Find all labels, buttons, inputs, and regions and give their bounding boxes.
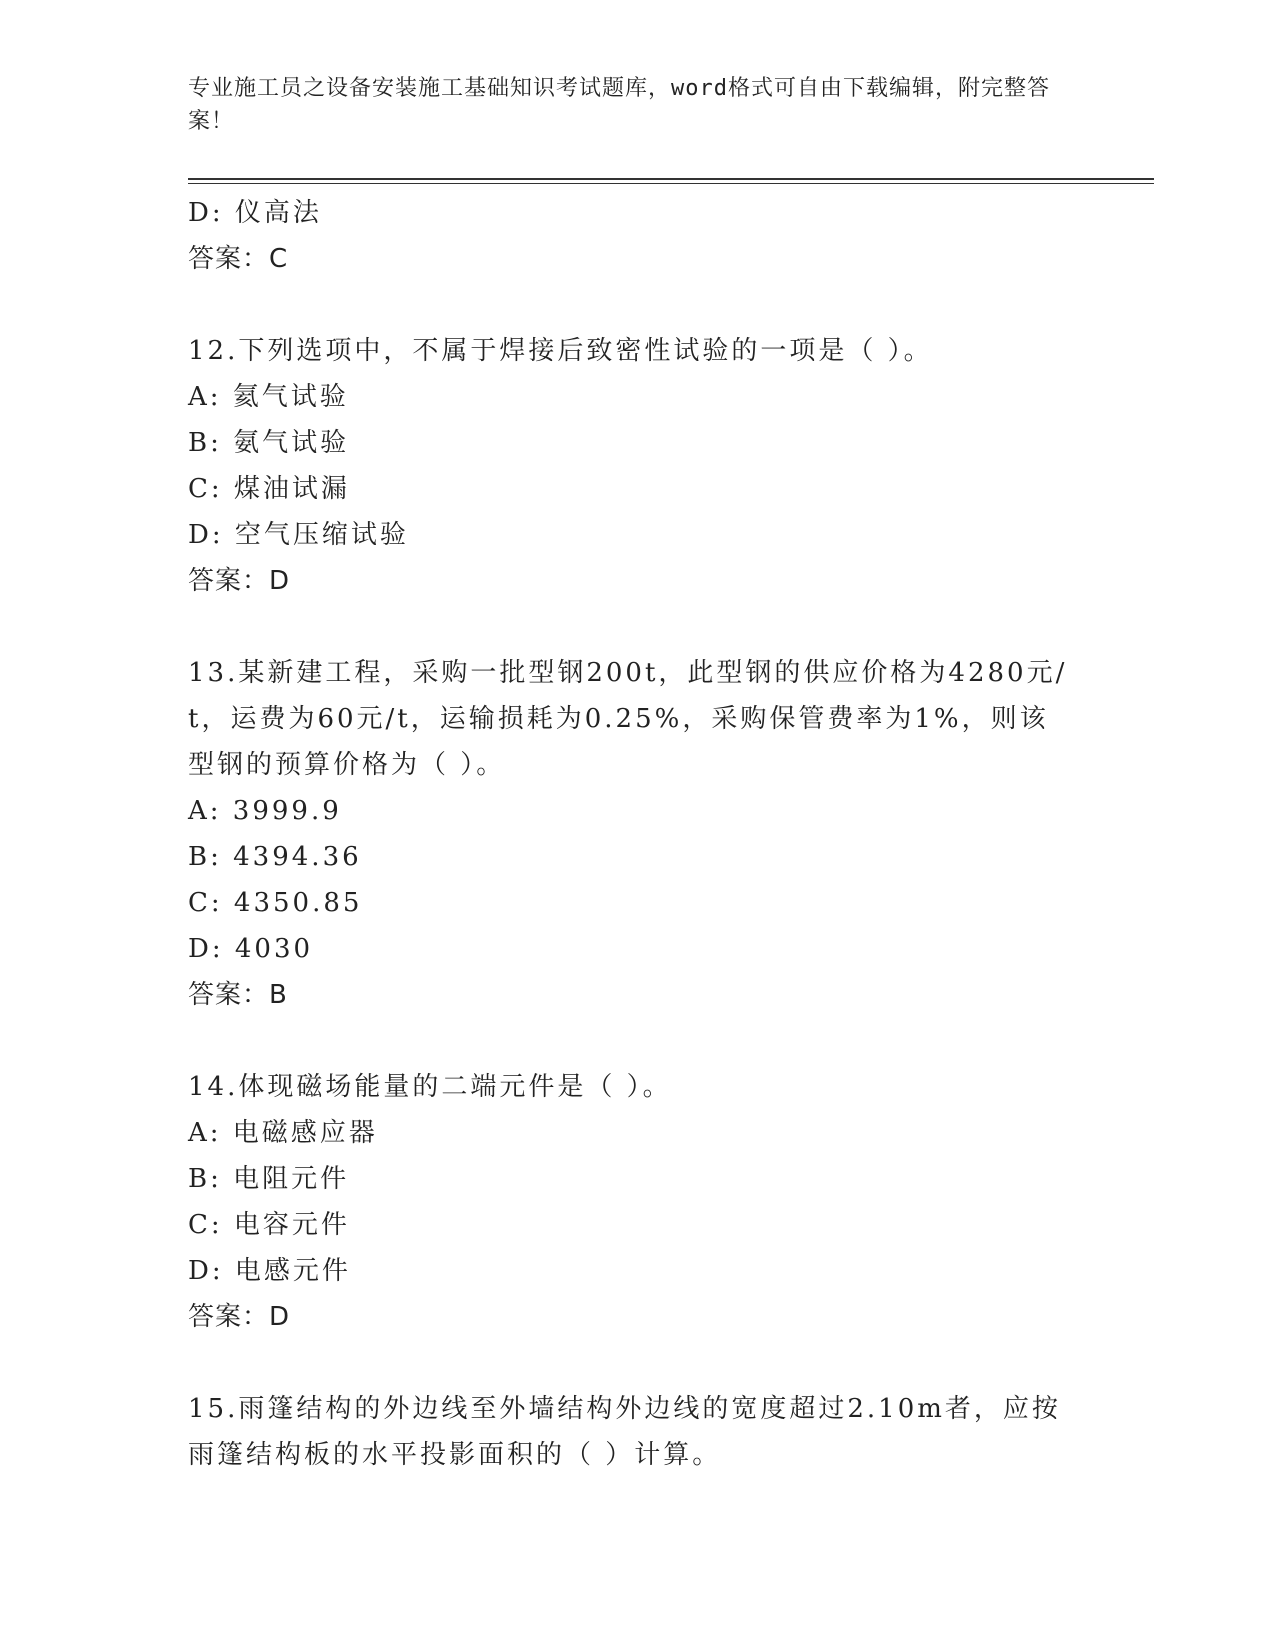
option-c: C: 4350.85 xyxy=(188,888,363,918)
answer-line: 答案：B xyxy=(188,980,288,1010)
answer-line: 答案：D xyxy=(188,566,291,596)
question-stem: 13.某新建工程，采购一批型钢200t，此型钢的供应价格为4280元/t，运费为60元/t，运输损耗为0.25%，采购保管费率为1%，则该型钢的预算价格为（ ）。 xyxy=(188,658,1068,780)
header-divider-thin xyxy=(188,183,1154,184)
option-d: D: 4030 xyxy=(188,934,314,964)
option-d: D: 空气压缩试验 xyxy=(188,520,409,550)
question-item xyxy=(188,1386,1088,1478)
question-stem: 12.下列选项中，不属于焊接后致密性试验的一项是（ ）。 xyxy=(188,336,933,366)
answer-line: 答案：D xyxy=(188,1302,291,1332)
option-a: A: 3999.9 xyxy=(188,796,342,826)
option-a: A: 氦气试验 xyxy=(188,382,349,412)
option-d: D: 电感元件 xyxy=(188,1256,351,1286)
option-b: B: 电阻元件 xyxy=(188,1164,350,1194)
question-list xyxy=(188,190,1088,1478)
question-stem: 14.体现磁场能量的二端元件是（ ）。 xyxy=(188,1072,672,1102)
answer-line: 答案：C xyxy=(188,244,289,274)
question-item xyxy=(188,650,1088,1018)
option-b: B: 氨气试验 xyxy=(188,428,350,458)
option-d: D: 仪高法 xyxy=(188,198,322,228)
header-divider xyxy=(188,178,1154,180)
option-c: C: 电容元件 xyxy=(188,1210,350,1240)
option-a: A: 电磁感应器 xyxy=(188,1118,378,1148)
option-c: C: 煤油试漏 xyxy=(188,474,350,504)
question-stem: 15.雨篷结构的外边线至外墙结构外边线的宽度超过2.10m者，应按雨篷结构板的水平投影面积的（ ）计算。 xyxy=(188,1394,1061,1470)
question-item xyxy=(188,328,1088,604)
option-b: B: 4394.36 xyxy=(188,842,362,872)
question-item xyxy=(188,1064,1088,1340)
page-header: 专业施工员之设备安装施工基础知识考试题库，word格式可自由下载编辑，附完整答案！ xyxy=(188,76,1050,134)
